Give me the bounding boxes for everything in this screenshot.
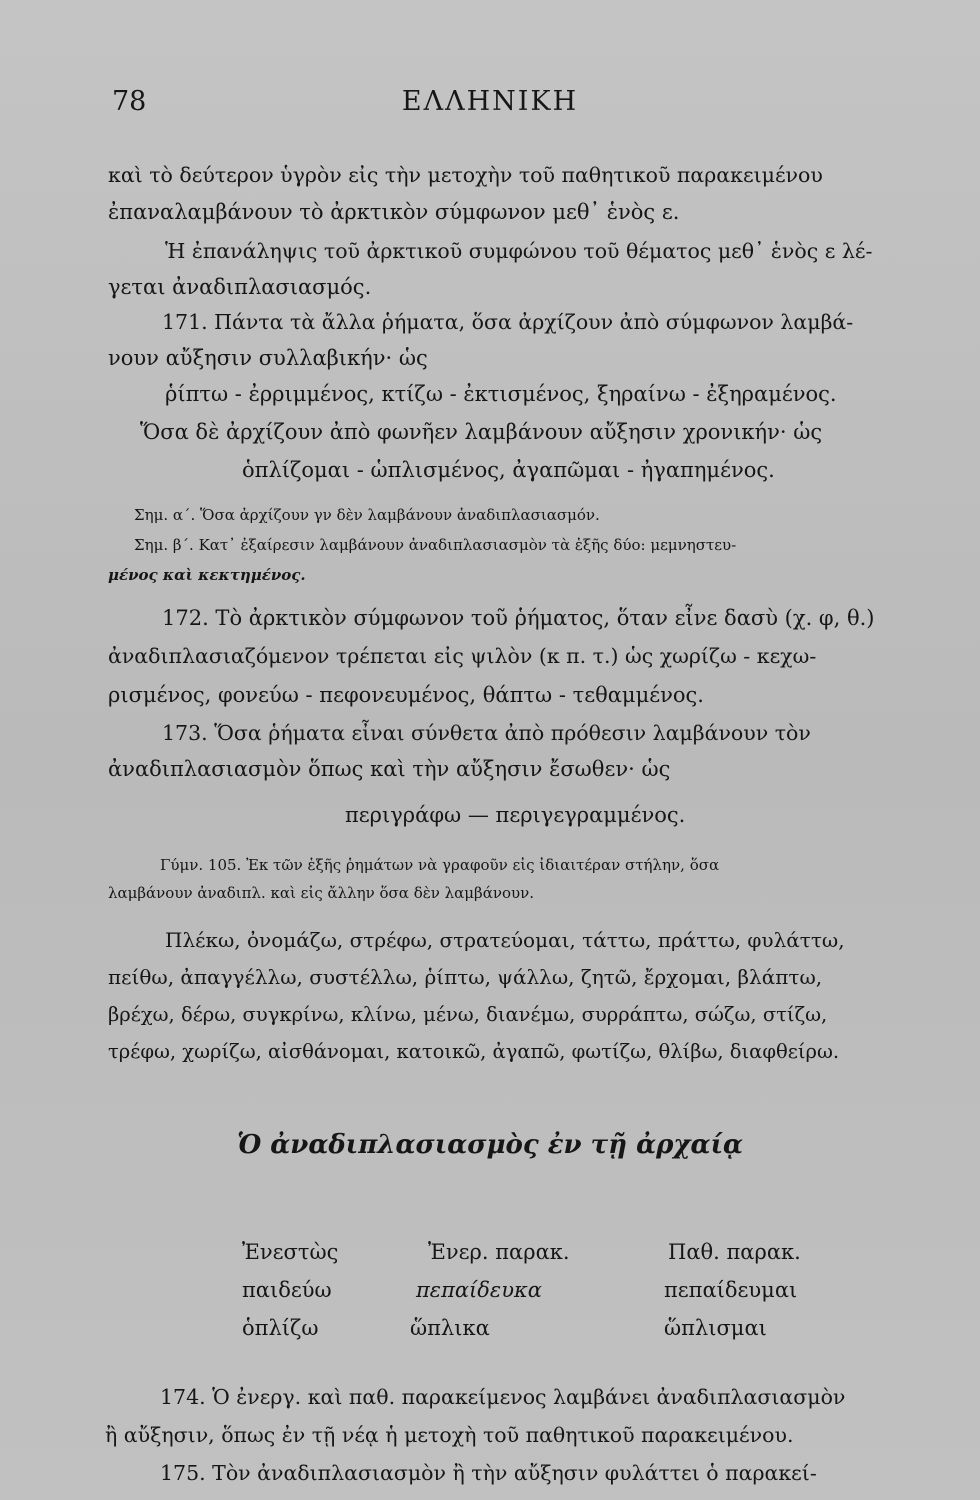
table-header: Ἐνερ. παρακ. [428,1240,570,1264]
note-b: Σημ. β΄. Κατ᾽ ἐξαίρεσιν λαμβάνουν ἀναδιπλασιασμὸν τὰ ἑξῆς δύο: μεμνηστευ- [134,536,737,554]
table-header: Παθ. παρακ. [668,1240,801,1264]
verb-list-line: Πλέκω, ὀνομάζω, στρέφω, στρατεύομαι, τάττω, πράττω, φυλάττω, [165,928,845,952]
paragraph-173: 173. Ὅσα ῥήματα εἶναι σύνθετα ἀπὸ πρόθεσιν λαμβάνουν τὸν [162,721,811,745]
example-line: ῥίπτω - ἐρριμμένος, κτίζω - ἐκτισμένος, ξηραίνω - ἐξηραμένος. [165,382,837,406]
text-line: καὶ τὸ δεύτερον ὑγρὸν εἰς τὴν μετοχὴν τοῦ παθητικοῦ παρακειμένου [108,163,823,187]
text-line: Ὅσα δὲ ἀρχίζουν ἀπὸ φωνῆεν λαμβάνουν αὔξησιν χρονικήν· ὡς [140,420,823,444]
text-line: ρισμένος, φονεύω - πεφονευμένος, θάπτω - τεθαμμένος. [108,683,704,707]
section-title: Ὁ ἀναδιπλασιασμὸς ἐν τῇ ἀρχαίᾳ [236,1130,744,1160]
text-line: ἀναδιπλασιασμὸν ὅπως καὶ τὴν αὔξησιν ἔσωθεν· ὡς [108,757,671,781]
example-line: περιγράφω — περιγεγραμμένος. [345,803,686,827]
table-cell: πεπαίδευκα [416,1278,542,1302]
table-cell: παιδεύω [242,1278,332,1302]
verb-list-line: πείθω, ἀπαγγέλλω, συστέλλω, ῥίπτω, ψάλλω, ζητῶ, ἔρχομαι, βλάπτω, [108,965,823,989]
page-number: 78 [112,86,147,117]
page-header [0,86,980,126]
text-line: γεται ἀναδιπλασιασμός. [108,275,372,299]
text-line: ἀναδιπλασιαζόμενον τρέπεται εἰς ψιλὸν (κ π. τ.) ὡς χωρίζω - κεχω- [108,644,817,668]
table-header: Ἐνεστὼς [242,1240,339,1264]
verb-list-line: βρέχω, δέρω, συγκρίνω, κλίνω, μένω, διανέμω, συρράπτω, σώζω, στίζω, [108,1003,828,1026]
verb-list-line: τρέφω, χωρίζω, αἰσθάνομαι, κατοικῶ, ἀγαπῶ, φωτίζω, θλίβω, διαφθείρω. [108,1040,840,1063]
exercise-105-continued: λαμβάνουν ἀναδιπλ. καὶ εἰς ἄλλην ὅσα δὲν λαμβάνουν. [108,884,534,902]
text-line: ἐπαναλαμβάνουν τὸ ἀρκτικὸν σύμφωνον μεθ᾽ ἑνὸς ε. [108,200,680,224]
paragraph-175: 175. Τὸν ἀναδιπλασιασμὸν ἢ τὴν αὔξησιν φυλάττει ὁ παρακεί- [160,1461,817,1485]
example-line: ὁπλίζομαι - ὡπλισμένος, ἀγαπῶμαι - ἠγαπημένος. [242,458,775,482]
running-head: ΕΛΛΗΝΙΚΗ [401,86,579,117]
table-cell: πεπαίδευμαι [664,1278,798,1302]
paragraph-171: 171. Πάντα τὰ ἄλλα ῥήματα, ὅσα ἀρχίζουν ἀπὸ σύμφωνον λαμβά- [162,310,854,334]
note-a: Σημ. α΄. Ὅσα ἀρχίζουν γν δὲν λαμβάνουν ἀναδιπλασιασμόν. [134,506,600,524]
note-b-continued: μένος καὶ κεκτημένος. [108,566,306,584]
table-cell: ὥπλισμαι [664,1316,767,1340]
table-cell: ὁπλίζω [242,1316,319,1340]
text-line: Ἡ ἐπανάληψις τοῦ ἀρκτικοῦ συμφώνου τοῦ θέματος μεθ᾽ ἑνὸς ε λέ- [165,239,873,263]
paragraph-172: 172. Τὸ ἀρκτικὸν σύμφωνον τοῦ ῥήματος, ὅταν εἶνε δασὺ (χ. φ, θ.) [162,606,875,630]
text-line: ἢ αὔξησιν, ὅπως ἐν τῇ νέᾳ ἡ μετοχὴ τοῦ παθητικοῦ παρακειμένου. [105,1423,794,1447]
table-cell: ὥπλικα [410,1316,490,1340]
text-line: νουν αὔξησιν συλλαβικήν· ὡς [108,346,428,370]
exercise-105: Γύμν. 105. Ἐκ τῶν ἑξῆς ῥημάτων νὰ γραφοῦν εἰς ἰδιαιτέραν στήλην, ὅσα [160,856,720,874]
paragraph-174: 174. Ὁ ἐνεργ. καὶ παθ. παρακείμενος λαμβάνει ἀναδιπλασιασμὸν [160,1385,846,1409]
